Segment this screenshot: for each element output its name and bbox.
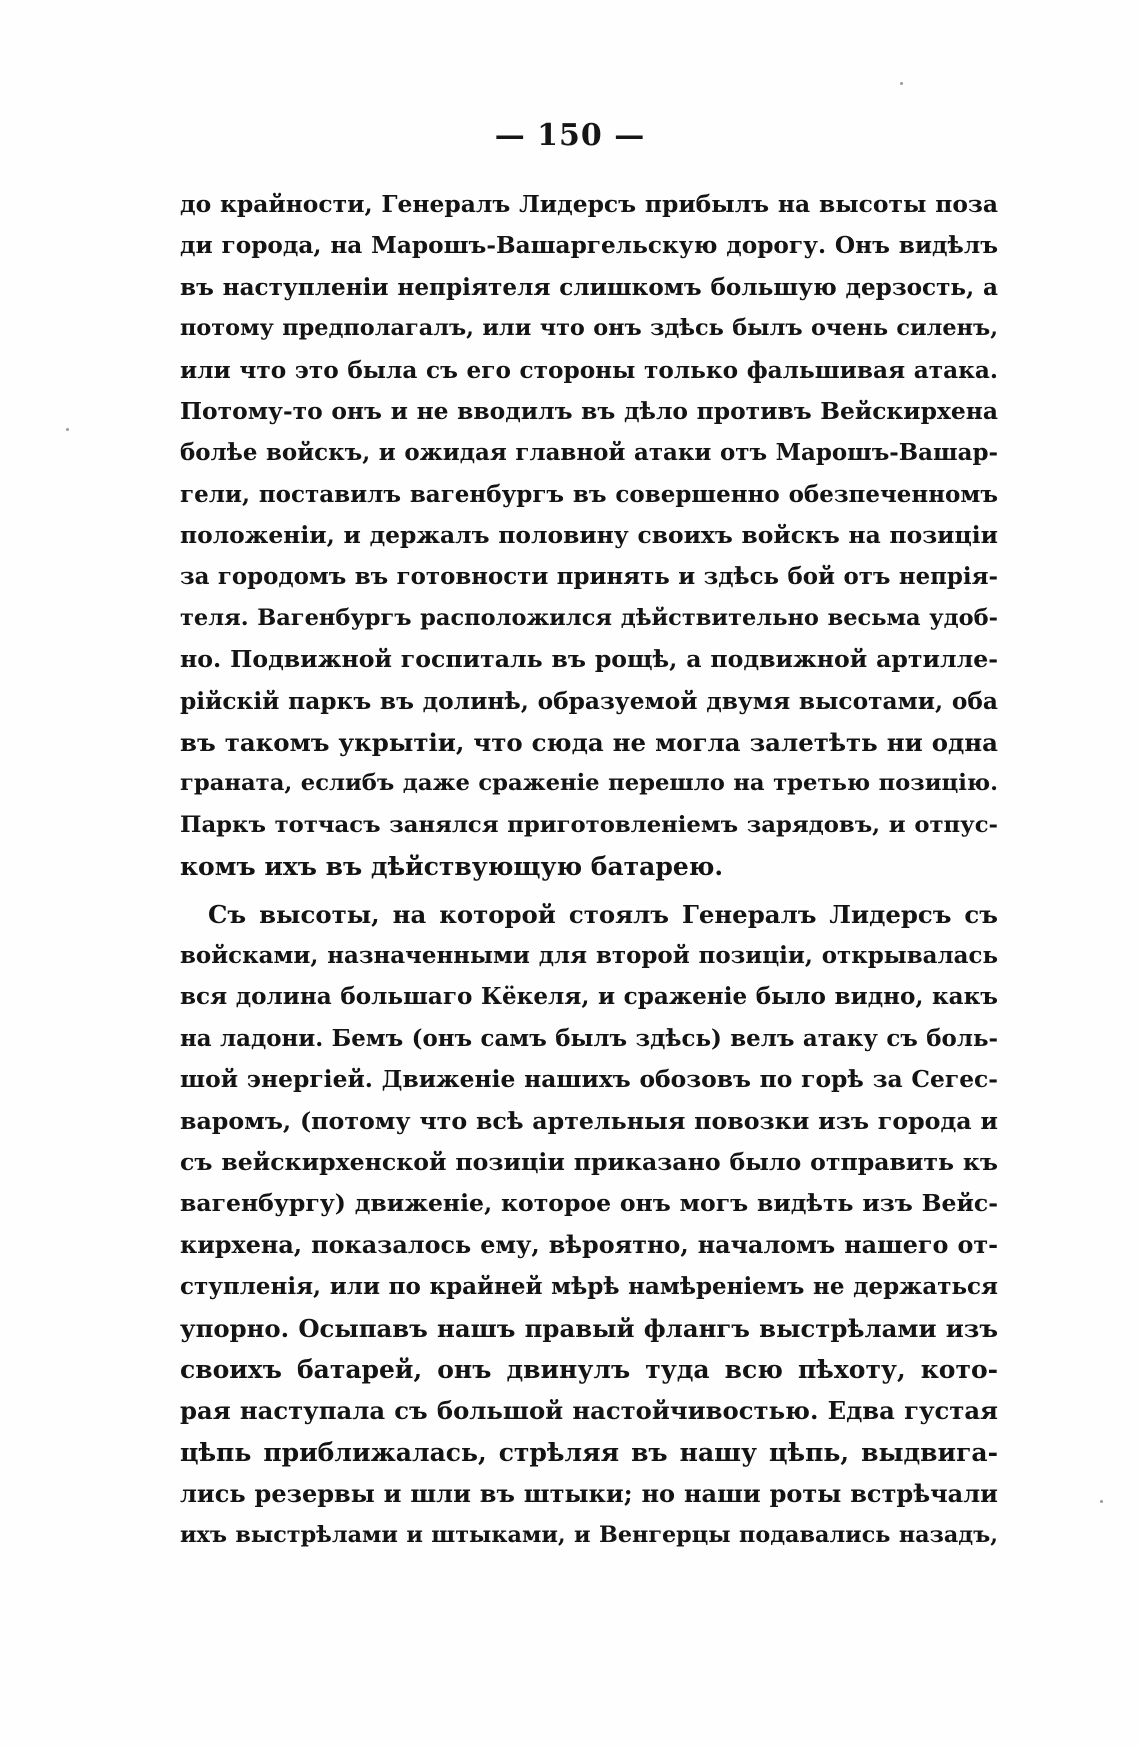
text-line: теля. Вагенбургъ расположился дѣйствительно весьма удоб- [180,604,998,631]
text-line: лись резервы и шли въ штыки; но наши роты встрѣчали [180,1479,998,1509]
text-line: шой энергіей. Движеніе нашихъ обозовъ по горѣ за Сегес- [180,1065,998,1094]
text-line: болѣе войскъ, и ожидая главной атаки отъ Марошъ-Вашар- [180,439,998,467]
text-line: положеніи, и держалъ половину своихъ войскъ на позиціи [180,521,998,550]
text-line: въ наступленіи непріятеля слишкомъ большую дерзость, а [180,273,998,301]
text-line: кирхена, показалось ему, вѣроятно, началомъ нашего от- [180,1230,998,1259]
text-line: потому предполагалъ, или что онъ здѣсь былъ очень силенъ, [180,315,998,342]
text-line: до крайности, Генералъ Лидерсъ прибылъ на высоты поза [180,190,998,218]
text-line: или что это была съ его стороны только фальшивая атака. [180,356,998,384]
text-line: гели, поставилъ вагенбургъ въ совершенно обезпеченномъ [180,480,998,508]
text-line: войсками, назначенными для второй позиціи, открывалась [180,942,998,970]
scan-speck [1100,1500,1103,1503]
text-line: комъ ихъ въ дѣйствующую батарею. [180,852,724,882]
text-line: своихъ батарей, онъ двинулъ туда всю пѣхоту, кото- [180,1354,998,1384]
scan-speck [66,428,69,431]
text-line: на ладони. Бемъ (онъ самъ былъ здѣсь) велъ атаку съ боль- [180,1024,998,1052]
text-line: рая наступала съ большой настойчивостью. Едва густая [180,1396,998,1426]
scan-speck [900,82,903,85]
text-line: но. Подвижной госпиталь въ рощѣ, а подвижной артилле- [180,645,998,674]
text-line: Съ высоты, на которой стоялъ Генералъ Лидерсъ съ [208,899,998,929]
text-line: варомъ, (потому что всѣ артельныя повозки изъ города и [180,1106,998,1135]
text-line: рійскій паркъ въ долинѣ, образуемой двумя высотами, оба [180,687,998,715]
page-number: — 150 — [494,118,646,153]
text-line: ихъ выстрѣлами и штыками, и Венгерцы подавались назадъ, [180,1521,998,1548]
text-line: упорно. Осыпавъ нашъ правый флангъ выстрѣлами изъ [180,1313,998,1343]
text-line: за городомъ въ готовности принять и здѣсь бой отъ непрія- [180,563,998,590]
text-line: въ такомъ укрытіи, что сюда не могла залетѣть ни одна [180,728,998,758]
text-line: Потому-то онъ и не вводилъ въ дѣло противъ Вейскирхена [180,396,998,425]
text-line: вагенбургу) движеніе, которое онъ могъ видѣть изъ Вейс- [180,1189,998,1218]
text-line: граната, еслибъ даже сраженіе перешло на третью позицію. [180,770,998,797]
text-line: Паркъ тотчасъ занялся приготовленіемъ зарядовъ, и отпус- [180,811,998,838]
text-line: съ вейскирхенской позиціи приказано было отправить къ [180,1147,998,1176]
text-line: цѣпь приближалась, стрѣляя въ нашу цѣпь, выдвига- [180,1437,998,1467]
text-line: ступленія, или по крайней мѣрѣ намѣреніемъ не держаться [180,1273,998,1301]
text-line: вся долина большаго Кёкеля, и сраженіе было видно, какъ [180,983,998,1011]
text-line: ди города, на Марошъ-Вашаргельскую дорогу. Онъ видѣлъ [180,232,998,260]
body-text [180,184,998,1556]
